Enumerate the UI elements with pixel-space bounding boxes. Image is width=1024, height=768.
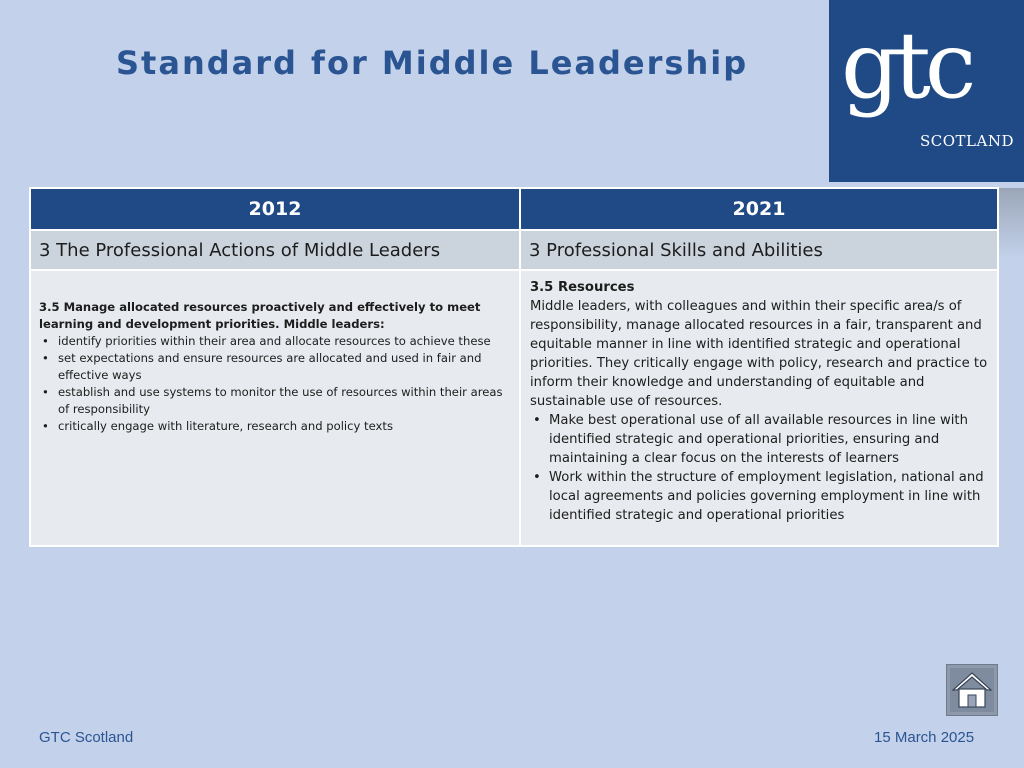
paragraph-2021: Middle leaders, with colleagues and within their specific area/s of responsibility, manage allocated resources in a fair, transparent and equitable manner in line with identified strategic and operational priorities. They critically engage with policy, research and practice to inform their knowledge and understanding of equitable and sustainable use of resources. xyxy=(530,299,988,409)
home-button[interactable] xyxy=(946,664,998,716)
comparison-table xyxy=(29,187,999,547)
logo-wordmark: gtc xyxy=(841,12,971,119)
footer-organization: GTC Scotland xyxy=(39,729,134,746)
cell-2021 xyxy=(520,270,998,546)
header-2021: 2021 xyxy=(520,188,998,230)
bullet-list-2012 xyxy=(39,333,509,435)
list-item: • Work within the structure of employment legislation, national and local agreements and policies governing employment in line with identified strategic and operational priorities xyxy=(530,468,989,525)
footer-date: 15 March 2025 xyxy=(874,729,975,746)
subheader-2021: 3 Professional Skills and Abilities xyxy=(520,230,998,270)
bullet-list-2021 xyxy=(530,411,989,525)
logo-subtitle: SCOTLAND xyxy=(920,132,1014,150)
list-item: • Make best operational use of all available resources in line with identified strategic and operational priorities, ensuring and maintaining a clear focus on the interests of learners xyxy=(530,411,989,468)
list-item: • critically engage with literature, research and policy texts xyxy=(39,418,509,435)
page-title: Standard for Middle Leadership xyxy=(116,44,749,82)
list-item: • set expectations and ensure resources are allocated and used in fair and effective ways xyxy=(39,350,509,384)
list-item: • identify priorities within their area and allocate resources to achieve these xyxy=(39,333,509,350)
home-icon xyxy=(947,665,997,715)
cell-2012 xyxy=(30,270,520,546)
header-2012: 2012 xyxy=(30,188,520,230)
content-row xyxy=(30,270,998,546)
heading-2021: 3.5 Resources xyxy=(530,280,635,295)
gtc-scotland-logo xyxy=(829,0,1024,182)
side-shade xyxy=(998,188,1024,258)
list-item: • establish and use systems to monitor the use of resources within their areas of responsibility xyxy=(39,384,509,418)
heading-2012: 3.5 Manage allocated resources proactively and effectively to meet learning and development priorities. Middle leaders: xyxy=(39,300,481,331)
subheader-2012: 3 The Professional Actions of Middle Leaders xyxy=(30,230,520,270)
header-row xyxy=(30,188,998,230)
subheader-row xyxy=(30,230,998,270)
